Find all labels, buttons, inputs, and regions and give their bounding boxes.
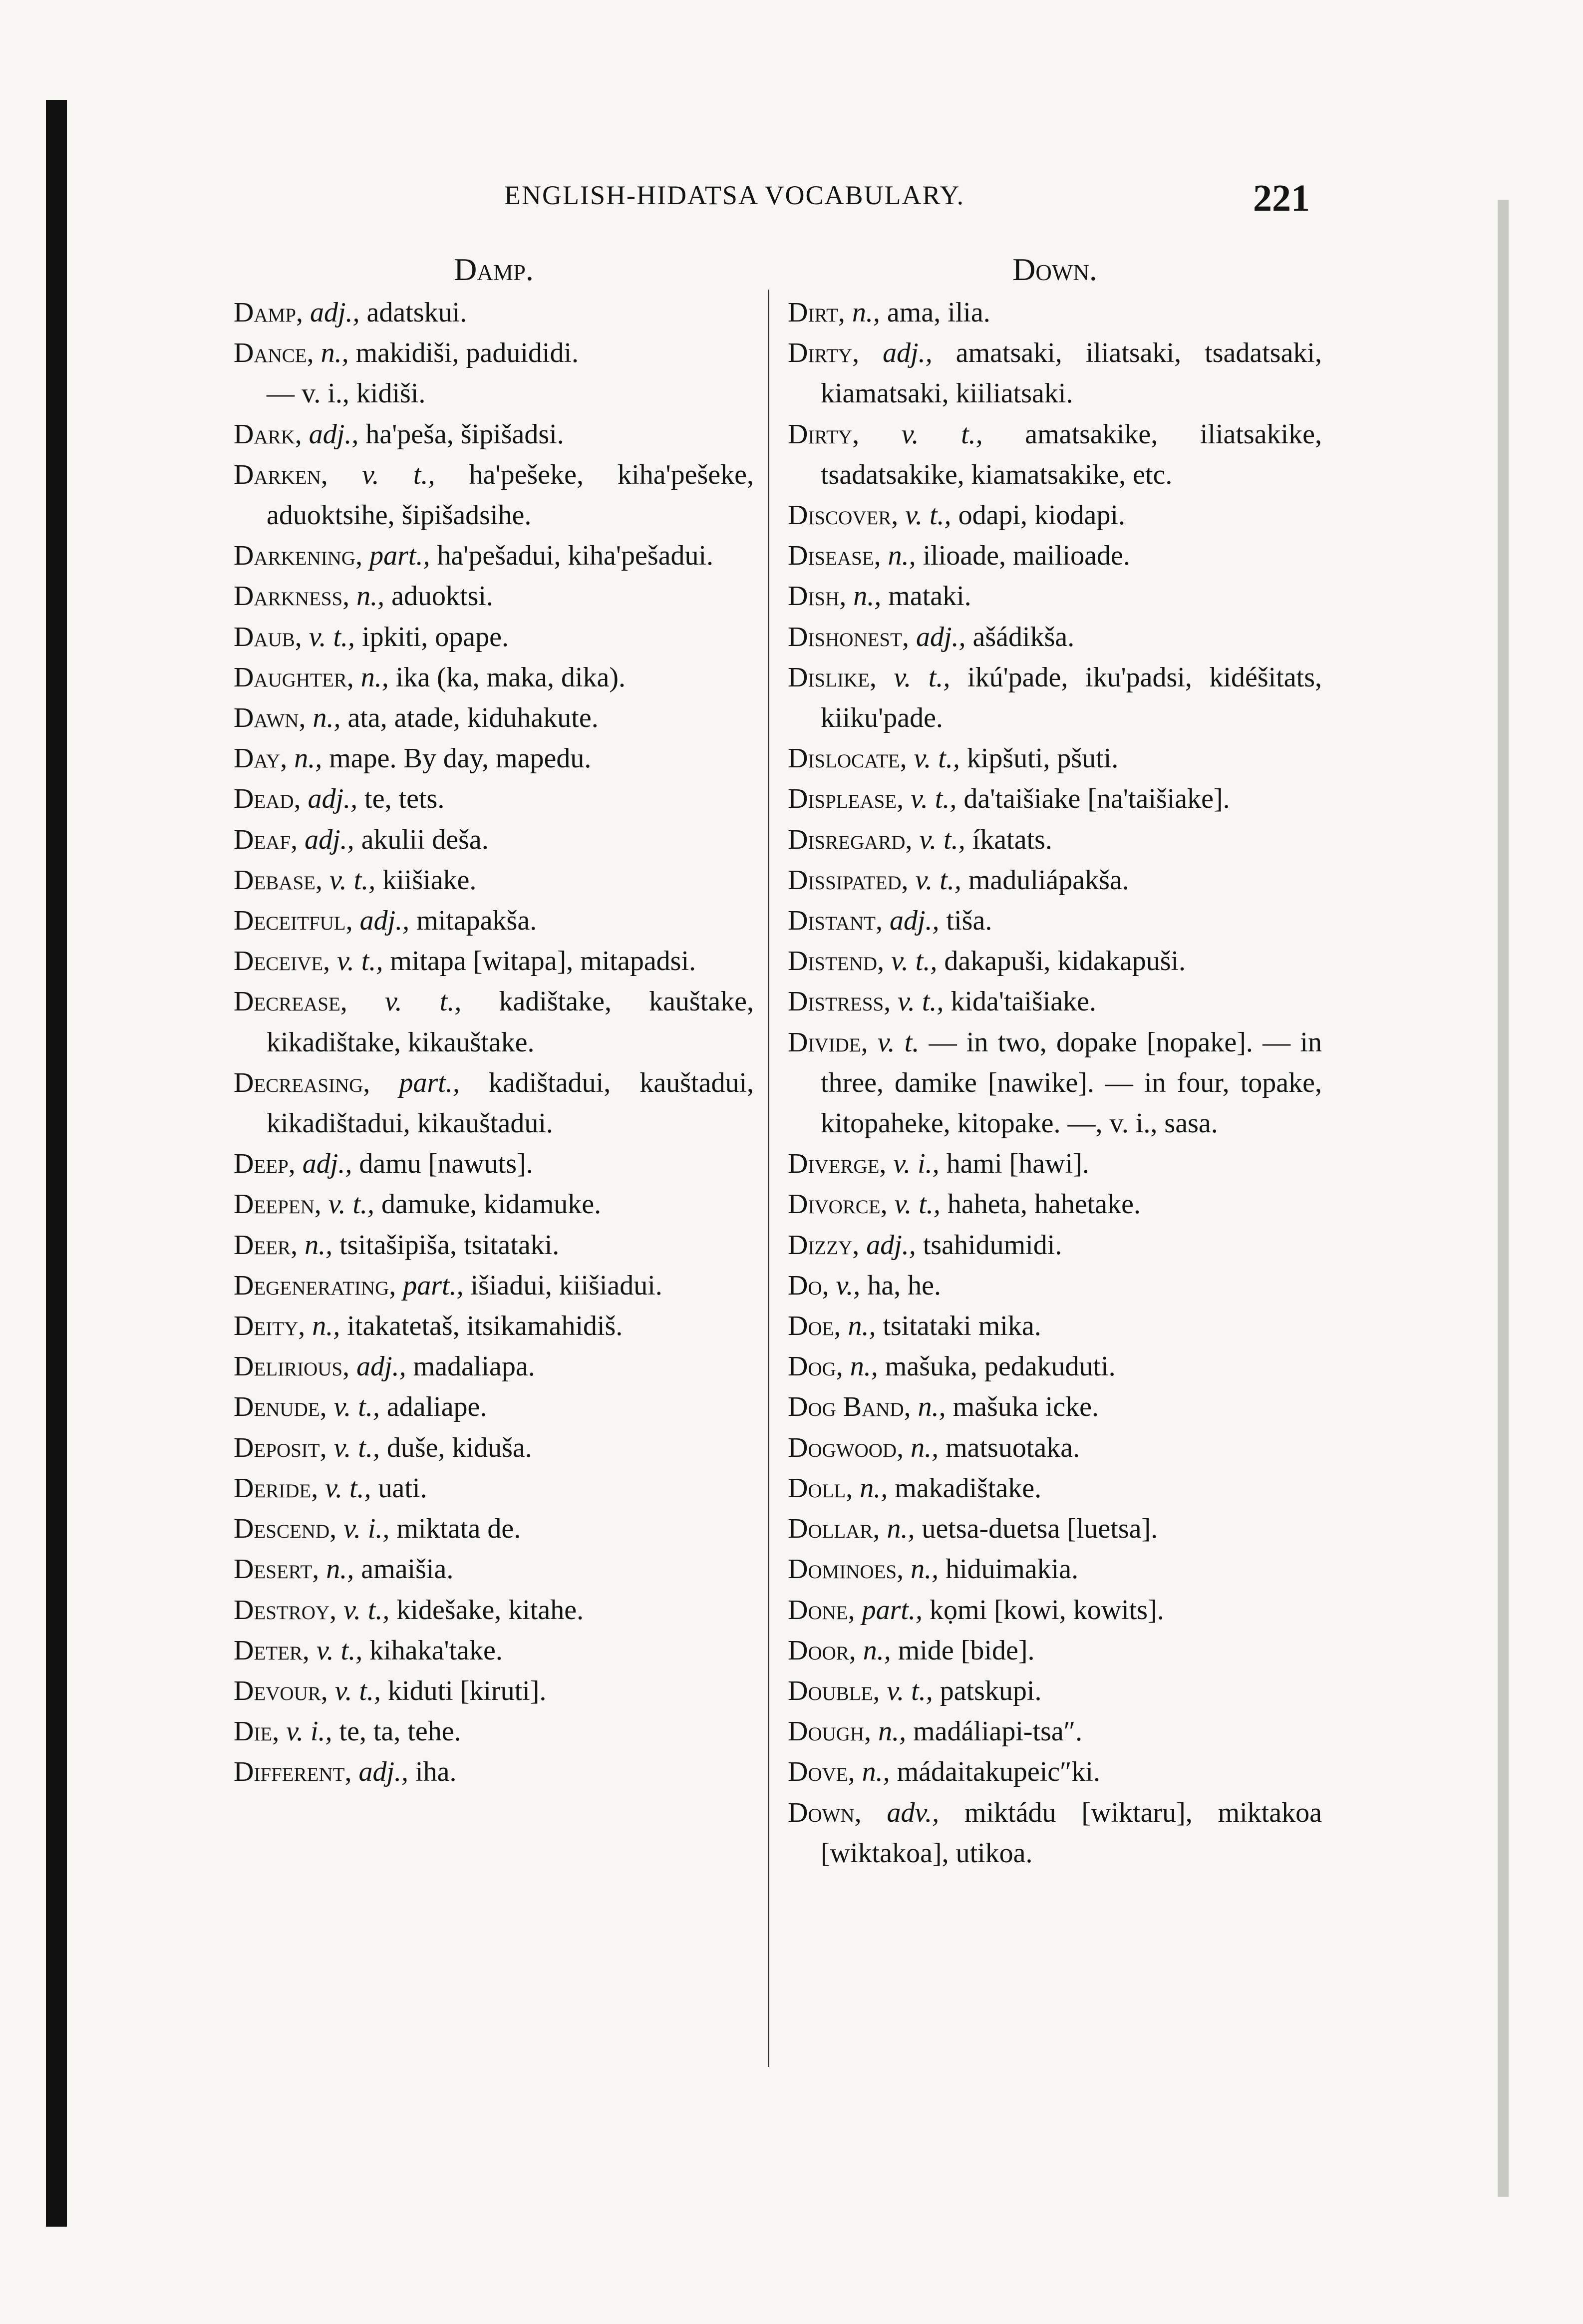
vocabulary-entry — [788, 1428, 1322, 1468]
entry-part-of-speech: part., — [369, 540, 430, 572]
entry-definition: adatskui. — [359, 297, 467, 328]
vocabulary-entry — [788, 495, 1322, 536]
entry-headword: Dogwood, — [788, 1432, 904, 1463]
entry-definition: ama, ilia. — [880, 297, 990, 328]
vocabulary-entry — [234, 658, 754, 698]
vocabulary-entry — [234, 820, 754, 860]
entry-definition: odapi, kiodapi. — [951, 500, 1125, 531]
page-number: 221 — [1253, 177, 1310, 219]
entry-headword: Destroy, — [234, 1594, 337, 1626]
entry-definition: uetsa-duetsa [luetsa]. — [915, 1513, 1158, 1545]
entry-headword: Dance, — [234, 337, 314, 369]
entry-part-of-speech: n., — [360, 662, 389, 693]
vocabulary-entry — [234, 1266, 754, 1306]
entry-definition: da'taišiake [na'taišiake]. — [956, 783, 1230, 815]
entry-definition: kadištadui, kauštadui, kikadištadui, kikauštadui. — [267, 1067, 754, 1139]
vocabulary-entry — [788, 658, 1322, 738]
entry-headword: Deride, — [234, 1472, 318, 1504]
entry-definition: amaišia. — [354, 1554, 454, 1585]
entry-part-of-speech: adj., — [883, 337, 933, 369]
entry-headword: Deepen, — [234, 1189, 321, 1220]
vocabulary-entry — [788, 1022, 1322, 1144]
entry-part-of-speech: n., — [862, 1756, 890, 1788]
vocabulary-entry — [234, 1509, 754, 1549]
entry-headword: Dirt, — [788, 297, 845, 328]
entry-headword: Doll, — [788, 1472, 853, 1504]
entry-headword: Distend, — [788, 946, 885, 977]
entry-definition: dakapuši, kidakapuši. — [937, 946, 1186, 977]
entry-definition: tsahidumidi. — [916, 1229, 1062, 1261]
entry-definition: akulii deša. — [354, 824, 489, 855]
entry-headword: Divorce, — [788, 1189, 888, 1220]
vocabulary-entry — [788, 901, 1322, 941]
entry-part-of-speech: v. t., — [894, 662, 950, 693]
entry-headword: Deposit, — [234, 1432, 327, 1463]
entry-definition: kida'taišiake. — [944, 986, 1096, 1017]
entry-headword: Dead, — [234, 783, 301, 815]
entry-part-of-speech: adj., — [866, 1229, 916, 1261]
entry-definition: te, ta, tehe. — [332, 1716, 461, 1747]
vocabulary-entry — [788, 1306, 1322, 1346]
entry-part-of-speech: n., — [313, 702, 341, 734]
vocabulary-entry — [234, 1387, 754, 1427]
entry-part-of-speech: adj., — [889, 905, 940, 937]
entry-definition: patskupi. — [933, 1675, 1042, 1706]
vocabulary-entry — [234, 941, 754, 982]
entry-part-of-speech: v. t., — [334, 1675, 381, 1706]
vocabulary-entry — [788, 738, 1322, 779]
entry-part-of-speech: v. t., — [914, 743, 960, 774]
entry-part-of-speech: n., — [911, 1554, 939, 1585]
vocabulary-entry — [788, 1266, 1322, 1306]
vocabulary-entry — [234, 779, 754, 819]
entry-headword: Decrease, — [234, 986, 347, 1017]
entry-headword: Diverge, — [788, 1148, 887, 1180]
entry-headword: Denude, — [234, 1391, 327, 1423]
vocabulary-entry — [788, 1387, 1322, 1427]
entry-headword: Dishonest, — [788, 621, 909, 653]
entry-part-of-speech: v. t., — [887, 1675, 933, 1706]
entry-definition: uati. — [371, 1472, 427, 1504]
entry-part-of-speech: v. t., — [919, 824, 965, 855]
entry-part-of-speech: part., — [399, 1067, 460, 1098]
entry-part-of-speech: n., — [911, 1432, 939, 1463]
entry-headword: Dirty, — [788, 418, 860, 450]
vocabulary-entry — [788, 1631, 1322, 1671]
entry-headword: Deceitful, — [234, 905, 353, 937]
entry-headword: Dollar, — [788, 1513, 880, 1545]
entry-part-of-speech: adj., — [308, 783, 358, 815]
entry-headword: Deaf, — [234, 824, 298, 855]
vocabulary-entry — [234, 293, 754, 333]
entry-part-of-speech: v. t., — [911, 783, 957, 815]
entry-headword: Desert, — [234, 1554, 319, 1585]
entry-part-of-speech: adj., — [310, 297, 360, 328]
entry-definition: itakatetaš, itsikamahidiš. — [340, 1311, 623, 1342]
entry-part-of-speech: v. t., — [915, 864, 961, 896]
entry-part-of-speech: n., — [918, 1391, 946, 1423]
entry-headword: Distress, — [788, 986, 891, 1017]
entry-part-of-speech: n., — [852, 297, 880, 328]
vocabulary-entry — [788, 333, 1322, 414]
entry-part-of-speech: adj., — [309, 418, 359, 450]
entry-headword: Dark, — [234, 418, 302, 450]
vocabulary-entry — [234, 982, 754, 1062]
entry-headword: Dizzy, — [788, 1229, 860, 1261]
entry-definition: ilioade, mailioade. — [916, 540, 1130, 572]
entry-definition: mádaitakupeic″ki. — [890, 1756, 1100, 1788]
entry-part-of-speech: v. i., — [343, 1513, 390, 1545]
entry-definition: íkatats. — [965, 824, 1052, 855]
entry-part-of-speech: v. t., — [316, 1635, 363, 1666]
vocabulary-entry — [234, 1428, 754, 1468]
entry-definition: amatsakike, iliatsakike, tsadatsakike, kiamatsakike, etc. — [821, 418, 1322, 490]
page-gutter-shadow — [1498, 200, 1509, 2197]
entry-headword: Disease, — [788, 540, 881, 572]
vocabulary-entry — [788, 1590, 1322, 1631]
entry-definition: adaliape. — [379, 1391, 487, 1423]
entry-definition: tsitašipiša, tsitataki. — [332, 1229, 560, 1261]
entry-part-of-speech: v. t., — [905, 500, 951, 531]
entry-part-of-speech: v. i., — [893, 1148, 940, 1180]
entry-definition: ika (ka, maka, dika). — [388, 662, 626, 693]
entry-headword: Die, — [234, 1716, 280, 1747]
entry-headword: Do, — [788, 1270, 829, 1301]
entry-definition: ata, atade, kiduhakute. — [340, 702, 599, 734]
entry-headword: Devour, — [234, 1675, 328, 1706]
entry-part-of-speech: adj., — [358, 1756, 409, 1788]
entry-part-of-speech: v. t., — [333, 1432, 380, 1463]
vocabulary-entry — [234, 333, 754, 414]
vocabulary-entry — [234, 1225, 754, 1266]
entry-part-of-speech: v. t., — [343, 1594, 390, 1626]
entry-part-of-speech: adj., — [356, 1351, 406, 1382]
entry-part-of-speech: v. t., — [333, 1391, 380, 1423]
entry-headword: Down, — [788, 1797, 862, 1828]
left-column — [234, 250, 754, 2097]
entry-part-of-speech: n., — [878, 1716, 907, 1747]
entry-part-of-speech: v. t., — [898, 986, 944, 1017]
entry-definition: ha'peša, šipišadsi. — [358, 418, 564, 450]
vocabulary-entry — [234, 860, 754, 901]
entry-definition: madaliapa. — [406, 1351, 535, 1382]
entry-headword: Disregard, — [788, 824, 913, 855]
vocabulary-entry — [788, 536, 1322, 576]
vocabulary-entry — [234, 576, 754, 617]
vocabulary-entry — [788, 779, 1322, 819]
entry-headword: Decreasing, — [234, 1067, 370, 1098]
vocabulary-entry — [788, 860, 1322, 901]
running-head: ENGLISH-HIDATSA VOCABULARY. — [504, 180, 965, 210]
entry-definition: mataki. — [881, 581, 971, 612]
entry-definition: haheta, hahetake. — [940, 1189, 1141, 1220]
entry-headword: Displease, — [788, 783, 904, 815]
vocabulary-entry — [788, 1468, 1322, 1509]
vocabulary-entry — [234, 455, 754, 536]
entry-part-of-speech: n., — [888, 540, 916, 572]
entry-headword: Delirious, — [234, 1351, 350, 1382]
entry-part-of-speech: v., — [836, 1270, 861, 1301]
entry-headword: Dish, — [788, 581, 847, 612]
entry-definition: makadištake. — [888, 1472, 1042, 1504]
vocabulary-entry — [788, 982, 1322, 1022]
entry-part-of-speech: v. t. — [877, 1026, 920, 1058]
entry-definition: duše, kiduša. — [379, 1432, 532, 1463]
right-catchword: Down. — [1012, 252, 1097, 287]
entry-definition: tsitataki mika. — [876, 1311, 1041, 1342]
vocabulary-entry — [234, 1346, 754, 1387]
entry-definition: makidiši, paduididi. — [348, 337, 579, 369]
vocabulary-entry — [234, 1549, 754, 1590]
entry-headword: Discover, — [788, 500, 899, 531]
entry-part-of-speech: v. t., — [337, 946, 383, 977]
left-entry-list — [234, 293, 754, 1793]
entry-part-of-speech: adv., — [887, 1797, 940, 1828]
entry-definition: matsuotaka. — [939, 1432, 1080, 1463]
entry-headword: Deceive, — [234, 946, 330, 977]
entry-definition: kihaka'take. — [362, 1635, 503, 1666]
vocabulary-entry — [788, 1671, 1322, 1711]
entry-definition: ha'pešeke, kiha'pešeke, aduoktsihe, šipišadsihe. — [267, 459, 754, 531]
entry-definition: kipšuti, pšuti. — [959, 743, 1119, 774]
entry-part-of-speech: n., — [305, 1229, 333, 1261]
entry-part-of-speech: v. t., — [329, 864, 376, 896]
right-column — [788, 250, 1322, 2097]
entry-part-of-speech: v. t., — [894, 1189, 941, 1220]
entry-part-of-speech: adj., — [302, 1148, 352, 1180]
right-entry-list — [788, 293, 1322, 1874]
entry-headword: Doe, — [788, 1311, 841, 1342]
entry-headword: Daub, — [234, 621, 302, 653]
entry-headword: Darkening, — [234, 540, 363, 572]
vocabulary-entry — [234, 1631, 754, 1671]
entry-headword: Deter, — [234, 1635, 310, 1666]
entry-definition: ipkiti, opape. — [355, 621, 509, 653]
entry-headword: Divide, — [788, 1026, 868, 1058]
entry-part-of-speech: adj., — [359, 905, 410, 937]
vocabulary-entry — [234, 1590, 754, 1631]
entry-headword: Different, — [234, 1756, 352, 1788]
entry-part-of-speech: n., — [850, 1351, 878, 1382]
entry-definition: maduliápakša. — [961, 864, 1129, 896]
vocabulary-entry — [788, 941, 1322, 982]
vocabulary-entry — [788, 1509, 1322, 1549]
entry-headword: Dough, — [788, 1716, 872, 1747]
entry-part-of-speech: n., — [312, 1311, 340, 1342]
entry-headword: Deep, — [234, 1148, 296, 1180]
entry-headword: Deity, — [234, 1311, 306, 1342]
entry-part-of-speech: v. t., — [361, 459, 435, 490]
vocabulary-entry — [234, 1671, 754, 1711]
entry-definition: kiišiake. — [375, 864, 477, 896]
entry-definition: amatsaki, iliatsaki, tsadatsaki, kiamatsaki, kiiliatsaki. — [821, 337, 1322, 409]
entry-headword: Daughter, — [234, 662, 354, 693]
vocabulary-entry — [234, 1711, 754, 1752]
vocabulary-entry — [788, 414, 1322, 495]
entry-definition: madáliapi-tsa″. — [906, 1716, 1083, 1747]
entry-part-of-speech: v. t., — [328, 1189, 375, 1220]
vocabulary-entry — [234, 901, 754, 941]
left-catchword: Damp. — [454, 252, 534, 287]
entry-headword: Dislocate, — [788, 743, 907, 774]
entry-part-of-speech: n., — [848, 1311, 876, 1342]
entry-part-of-speech: adj., — [916, 621, 966, 653]
vocabulary-entry — [234, 1063, 754, 1144]
column-divider — [768, 290, 769, 2067]
vocabulary-entry — [234, 1752, 754, 1792]
entry-part-of-speech: n., — [853, 581, 882, 612]
entry-definition: ha, he. — [860, 1270, 942, 1301]
entry-part-of-speech: n., — [887, 1513, 915, 1545]
entry-definition: tiša. — [939, 905, 992, 937]
entry-definition: — in two, dopake [nopake]. — in three, damike [nawike]. — in four, topake, kitopaheke, kitopake. —, v. i., sasa. — [821, 1026, 1322, 1139]
vocabulary-entry — [788, 820, 1322, 860]
entry-headword: Damp, — [234, 297, 303, 328]
entry-part-of-speech: v. t., — [891, 946, 938, 977]
entry-headword: Door, — [788, 1635, 856, 1666]
entry-part-of-speech: adj., — [305, 824, 354, 855]
entry-part-of-speech: v. t., — [384, 986, 462, 1017]
entry-definition: mide [bide]. — [891, 1635, 1035, 1666]
entry-definition: damuke, kidamuke. — [374, 1189, 602, 1220]
vocabulary-entry — [788, 576, 1322, 617]
vocabulary-entry — [788, 1549, 1322, 1590]
vocabulary-entry — [788, 617, 1322, 658]
vocabulary-entry — [788, 1225, 1322, 1266]
vocabulary-entry — [234, 698, 754, 738]
entry-headword: Dog, — [788, 1351, 843, 1382]
entry-definition: ikú'pade, iku'padsi, kidéšitats, kiiku'pade. — [821, 662, 1322, 734]
entry-part-of-speech: v. i., — [286, 1716, 332, 1747]
entry-part-of-speech: n., — [356, 581, 385, 612]
entry-part-of-speech: part., — [862, 1594, 923, 1626]
vocabulary-entry — [788, 293, 1322, 333]
entry-definition: kadištake, kauštake, kikadištake, kikauštake. — [267, 986, 754, 1058]
entry-definition: miktata de. — [389, 1513, 521, 1545]
entry-headword: Day, — [234, 743, 288, 774]
vocabulary-entry — [788, 1752, 1322, 1792]
entry-part-of-speech: v. t., — [309, 621, 355, 653]
vocabulary-entry — [234, 414, 754, 455]
entry-part-of-speech: v. t., — [901, 418, 983, 450]
entry-definition: kidešake, kitahe. — [389, 1594, 584, 1626]
vocabulary-entry — [788, 1346, 1322, 1387]
vocabulary-entry — [234, 536, 754, 576]
entry-definition: ašádikša. — [965, 621, 1075, 653]
vocabulary-entry — [234, 738, 754, 779]
entry-headword: Done, — [788, 1594, 855, 1626]
vocabulary-entry — [234, 617, 754, 658]
vocabulary-entry — [788, 1184, 1322, 1225]
entry-definition: ha'pešadui, kiha'pešadui. — [430, 540, 714, 572]
vocabulary-entry — [788, 1793, 1322, 1874]
book-spine-edge — [46, 100, 67, 2227]
entry-headword: Distant, — [788, 905, 883, 937]
entry-definition: kọmi [kowi, kowits]. — [922, 1594, 1164, 1626]
entry-definition: mašuka, pedakuduti. — [878, 1351, 1116, 1382]
vocabulary-entry — [234, 1468, 754, 1509]
vocabulary-entry — [788, 1144, 1322, 1184]
entry-headword: Darkness, — [234, 581, 350, 612]
entry-headword: Dawn, — [234, 702, 306, 734]
entry-subsense: — v. i., kidiši. — [267, 378, 426, 409]
entry-headword: Deer, — [234, 1229, 298, 1261]
entry-part-of-speech: n., — [326, 1554, 354, 1585]
entry-part-of-speech: n., — [863, 1635, 891, 1666]
entry-headword: Dirty, — [788, 337, 860, 369]
vocabulary-entry — [234, 1144, 754, 1184]
entry-part-of-speech: v. t., — [325, 1472, 371, 1504]
entry-definition: aduoktsi. — [384, 581, 493, 612]
entry-definition: hami [hawi]. — [939, 1148, 1089, 1180]
vocabulary-entry — [788, 1711, 1322, 1752]
entry-headword: Dislike, — [788, 662, 877, 693]
entry-part-of-speech: part., — [403, 1270, 464, 1301]
entry-definition: te, tets. — [357, 783, 445, 815]
vocabulary-entry — [234, 1184, 754, 1225]
entry-definition: damu [nawuts]. — [352, 1148, 533, 1180]
entry-definition: miktádu [wiktaru], miktakoa [wiktakoa], utikoa. — [821, 1797, 1322, 1869]
entry-headword: Darken, — [234, 459, 328, 490]
entry-headword: Double, — [788, 1675, 880, 1706]
entry-part-of-speech: n., — [860, 1472, 888, 1504]
entry-definition: kiduti [kiruti]. — [381, 1675, 547, 1706]
entry-definition: išiadui, kiišiadui. — [463, 1270, 662, 1301]
page-header — [0, 177, 1583, 220]
entry-headword: Degenerating, — [234, 1270, 396, 1301]
entry-definition: mašuka icke. — [946, 1391, 1099, 1423]
entry-definition: hiduimakia. — [939, 1554, 1079, 1585]
entry-definition: mitapa [witapa], mitapadsi. — [383, 946, 696, 977]
entry-definition: mitapakša. — [409, 905, 537, 937]
entry-headword: Dove, — [788, 1756, 855, 1788]
entry-definition: iha. — [408, 1756, 457, 1788]
entry-headword: Debase, — [234, 864, 322, 896]
entry-headword: Dog Band, — [788, 1391, 911, 1423]
entry-part-of-speech: n., — [320, 337, 349, 369]
entry-part-of-speech: n., — [294, 743, 322, 774]
vocabulary-entry — [234, 1306, 754, 1346]
entry-headword: Dissipated, — [788, 864, 909, 896]
entry-definition: mape. By day, mapedu. — [322, 743, 592, 774]
entry-headword: Dominoes, — [788, 1554, 904, 1585]
entry-headword: Descend, — [234, 1513, 337, 1545]
